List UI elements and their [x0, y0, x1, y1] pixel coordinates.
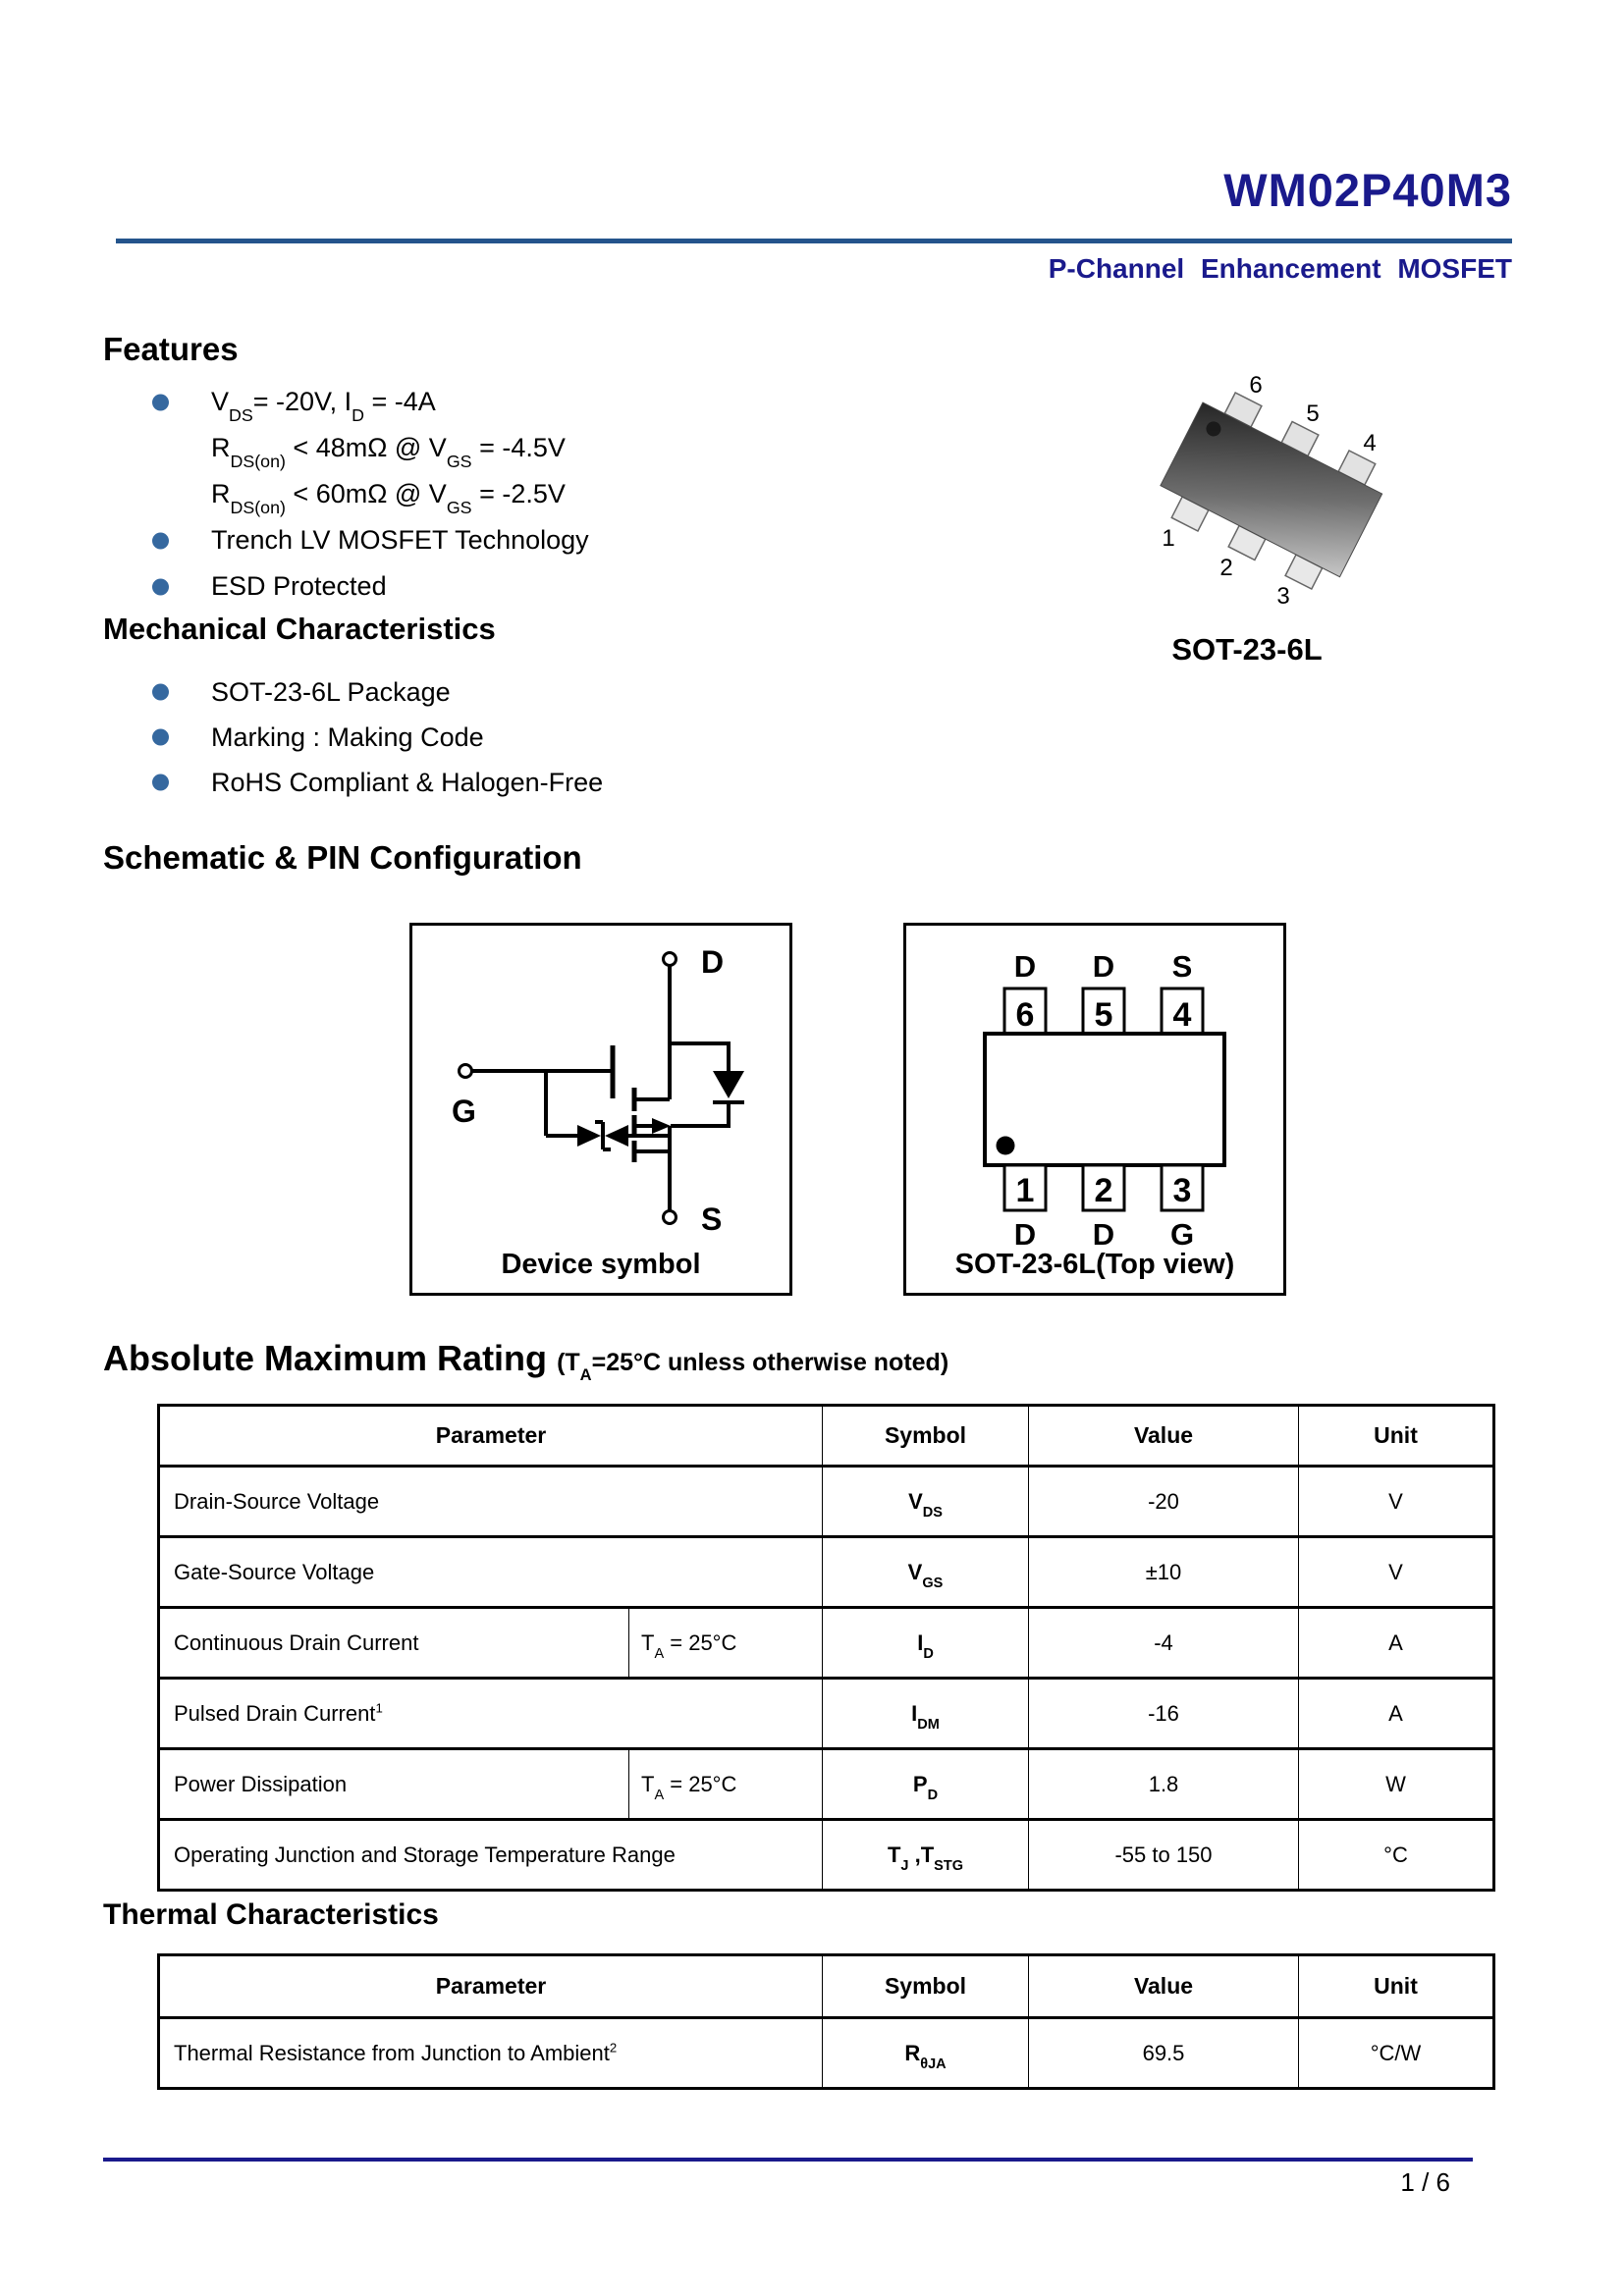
col-header-unit: Unit	[1299, 1406, 1494, 1467]
package-caption: SOT-23-6L	[1171, 632, 1323, 667]
drain-terminal	[664, 953, 677, 966]
list-item-text: Marking : Making Code	[211, 721, 484, 752]
feature-item	[103, 517, 938, 563]
col-header-symbol: Symbol	[823, 1406, 1029, 1467]
param-cell: Power Dissipation	[159, 1749, 629, 1820]
unit-cell: W	[1299, 1749, 1494, 1820]
unit-cell: V	[1299, 1537, 1494, 1608]
pin2-number: 2	[1094, 1172, 1113, 1209]
pin6-number: 6	[1015, 996, 1035, 1034]
symbol-cell: $P_D$	[823, 1749, 1029, 1820]
list-item-text: RoHS Compliant & Halogen-Free	[211, 767, 604, 797]
unit-cell: A	[1299, 1679, 1494, 1749]
col-header-parameter: Parameter	[159, 1406, 823, 1467]
pin6-function-label: D	[1013, 949, 1037, 984]
package-body-group	[1150, 382, 1393, 598]
gate-terminal	[460, 1065, 472, 1078]
list-item-text: ESD Protected	[211, 571, 387, 601]
source-label: S	[701, 1201, 723, 1237]
param-cell: Drain-Source Voltage	[159, 1467, 823, 1537]
body-diode	[713, 1071, 744, 1098]
device-symbol-caption: Device symbol	[501, 1249, 701, 1280]
pkg-pin-number: 3	[1276, 583, 1290, 610]
pkg-pin-number: 6	[1249, 372, 1263, 399]
param-cell: Pulsed Drain Current$^1$	[159, 1679, 823, 1749]
features-heading: Features	[103, 331, 239, 367]
mechanical-item	[103, 760, 938, 805]
value-cell: -20	[1029, 1467, 1299, 1537]
footer-rule	[103, 2158, 1473, 2162]
features-list	[103, 379, 938, 610]
abs-max-heading-text: Absolute Maximum Rating	[103, 1338, 548, 1378]
col-header-symbol: Symbol	[823, 1955, 1029, 2018]
table-row	[159, 1820, 1494, 1891]
esd-zener-left	[577, 1125, 601, 1147]
pin5-number: 5	[1094, 996, 1113, 1034]
list-item-text: $R_{DS(on)} < 60m\Omega$ @ $V_{GS} = -2.5V$	[211, 479, 566, 517]
table-header-row	[159, 1955, 1494, 2018]
value-cell: 1.8	[1029, 1749, 1299, 1820]
package-outline	[985, 1034, 1224, 1165]
value-cell: -16	[1029, 1679, 1299, 1749]
abs-max-heading-note: ($T_A=25^\circ C$ unless otherwise noted)	[557, 1349, 949, 1384]
pin-configuration-figure	[903, 923, 1286, 1296]
col-header-value: Value	[1029, 1955, 1299, 2018]
unit-cell: °C/W	[1299, 2018, 1494, 2089]
package-3d-figure	[1021, 353, 1434, 638]
thermal-heading: Thermal Characteristics	[103, 1898, 439, 1931]
param-cell: Gate-Source Voltage	[159, 1537, 823, 1608]
feature-item	[103, 425, 938, 471]
pin5-function-label: D	[1092, 949, 1115, 984]
table-row	[159, 1679, 1494, 1749]
thermal-table	[157, 1953, 1495, 2090]
value-cell: 69.5	[1029, 2018, 1299, 2089]
col-header-value: Value	[1029, 1406, 1299, 1467]
symbol-cell: $V_{DS}$	[823, 1467, 1029, 1537]
unit-cell: A	[1299, 1608, 1494, 1679]
col-header-parameter: Parameter	[159, 1955, 823, 2018]
pin2-function-label: D	[1092, 1217, 1115, 1252]
gate-label: G	[452, 1094, 476, 1129]
feature-item	[103, 563, 938, 610]
pkg-pin-number: 2	[1219, 555, 1233, 581]
pkg-pin-number: 1	[1162, 525, 1175, 552]
value-cell: -55 to 150	[1029, 1820, 1299, 1891]
schematic-heading: Schematic & PIN Configuration	[103, 839, 582, 876]
list-item-text: $R_{DS(on)} < 48m\Omega$ @ $V_{GS} = -4.5V$	[211, 433, 566, 471]
unit-cell: °C	[1299, 1820, 1494, 1891]
pkg-pin-number: 4	[1363, 430, 1377, 456]
pin3-function-label: G	[1169, 1217, 1195, 1252]
table-header-row	[159, 1406, 1494, 1467]
symbol-cell: $I_{DM}$	[823, 1679, 1029, 1749]
value-cell: ±10	[1029, 1537, 1299, 1608]
abs-max-heading	[103, 1338, 949, 1384]
mechanical-list	[103, 669, 938, 805]
table-row	[159, 1467, 1494, 1537]
symbol-cell: $T_J$ $,T_{STG}$	[823, 1820, 1029, 1891]
abs-max-table	[157, 1404, 1495, 1892]
list-item-text: Trench LV MOSFET Technology	[211, 525, 589, 555]
mechanical-item	[103, 669, 938, 715]
symbol-cell: $I_D$	[823, 1608, 1029, 1679]
page-number: 1 / 6	[1400, 2167, 1450, 2197]
pin1-dot-marker	[997, 1137, 1015, 1155]
param-cell: Thermal Resistance from Junction to Ambient$^2$	[159, 2018, 823, 2089]
table-row	[159, 2018, 1494, 2089]
table-row	[159, 1608, 1494, 1679]
pin1-function-label: D	[1013, 1217, 1037, 1252]
feature-item	[103, 379, 938, 425]
mechanical-heading: Mechanical Characteristics	[103, 612, 496, 646]
pin-configuration-drawing	[906, 926, 1283, 1254]
pin4-number: 4	[1172, 996, 1192, 1034]
unit-cell: V	[1299, 1467, 1494, 1537]
pin3-number: 3	[1172, 1172, 1192, 1209]
header-rule	[116, 239, 1512, 243]
list-item-text: SOT-23-6L Package	[211, 676, 451, 707]
pin-configuration-caption: SOT-23-6L(Top view)	[954, 1249, 1235, 1280]
mechanical-item	[103, 715, 938, 760]
pin1-number: 1	[1015, 1172, 1035, 1209]
table-row	[159, 1749, 1494, 1820]
condition-cell: $T_A = 25^\circ C$	[629, 1608, 823, 1679]
value-cell: -4	[1029, 1608, 1299, 1679]
param-cell: Operating Junction and Storage Temperature Range	[159, 1820, 823, 1891]
pkg-pin-number: 5	[1306, 400, 1320, 427]
subtitle: P-Channel Enhancement MOSFET	[1048, 253, 1512, 284]
symbol-cell: $V_{GS}$	[823, 1537, 1029, 1608]
esd-zener-right	[605, 1125, 628, 1147]
list-item-text: $V_{DS}= -20V$, $I_D = -4A$	[211, 387, 436, 425]
device-symbol-figure	[409, 923, 792, 1296]
drain-label: D	[701, 944, 725, 980]
feature-item	[103, 471, 938, 517]
pin4-function-label: S	[1171, 949, 1193, 984]
source-terminal	[664, 1211, 677, 1224]
condition-cell: $T_A = 25^\circ C$	[629, 1749, 823, 1820]
part-number-title: WM02P40M3	[1223, 164, 1512, 216]
symbol-cell: $R_{\theta JA}$	[823, 2018, 1029, 2089]
col-header-unit: Unit	[1299, 1955, 1494, 2018]
mosfet-symbol-drawing	[412, 926, 789, 1240]
table-row	[159, 1537, 1494, 1608]
param-cell: Continuous Drain Current	[159, 1608, 629, 1679]
